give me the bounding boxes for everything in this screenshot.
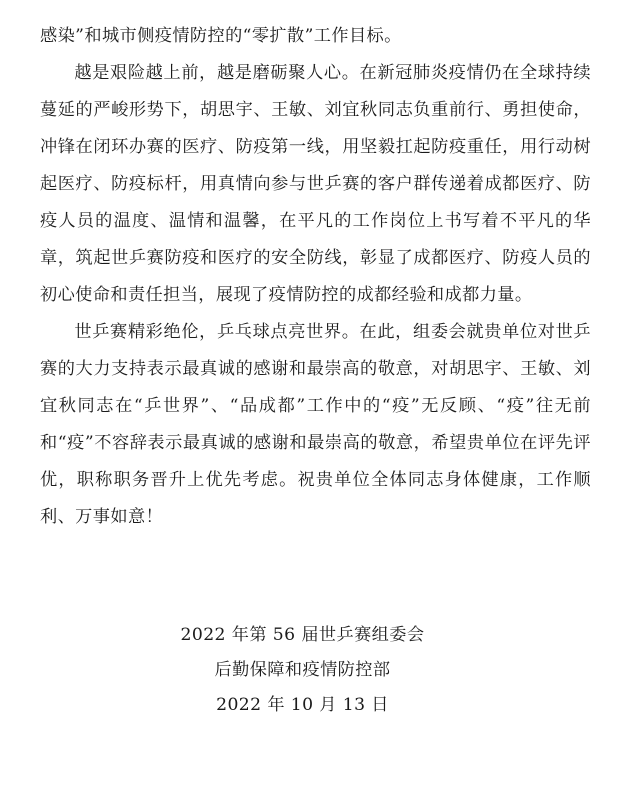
paragraph-body-1: 越是艰险越上前，越是磨砺聚人心。在新冠肺炎疫情仍在全球持续蔓延的严峻形势下，胡思宇、王敏、刘宜秋同志负重前行、勇担使命，冲锋在闭环办赛的医疗、防疫第一线，用坚毅扛起防疫重任，用行动树起医疗、防疫标杆，用真情向参与世乒赛的客户群传递着成都医疗、防疫人员的温度、温情和温馨，在平凡的工作岗位上书写着不平凡的华章，筑起世乒赛防疫和医疗的安全防线，彰显了成都医疗、防疫人员的初心使命和责任担当，展现了疫情防控的成都经验和成都力量。 (40, 63, 591, 305)
signature-block (40, 618, 591, 723)
signature-department: 后勤保障和疫情防控部 (214, 660, 391, 680)
signature-organization: 2022 年第 56 届世乒赛组委会 (180, 625, 425, 645)
signature-date: 2022 年 10 月 13 日 (216, 695, 389, 715)
document-body (40, 18, 591, 536)
paragraph-continuation: 感染”和城市侧疫情防控的“零扩散”工作目标。 (40, 26, 402, 46)
paragraph-body-2: 世乒赛精彩绝伦，乒乓球点亮世界。在此，组委会就贵单位对世乒赛的大力支持表示最真诚的感谢和最崇高的敬意，对胡思宇、王敏、刘宜秋同志在“乒世界”、“品成都”工作中的“疫”无反顾、“疫”往无前和“疫”不容辞表示最真诚的感谢和最崇高的敬意，希望贵单位在评先评优，职称职务晋升上优先考虑。祝贵单位全体同志身体健康，工作顺利、万事如意！ (40, 322, 591, 527)
